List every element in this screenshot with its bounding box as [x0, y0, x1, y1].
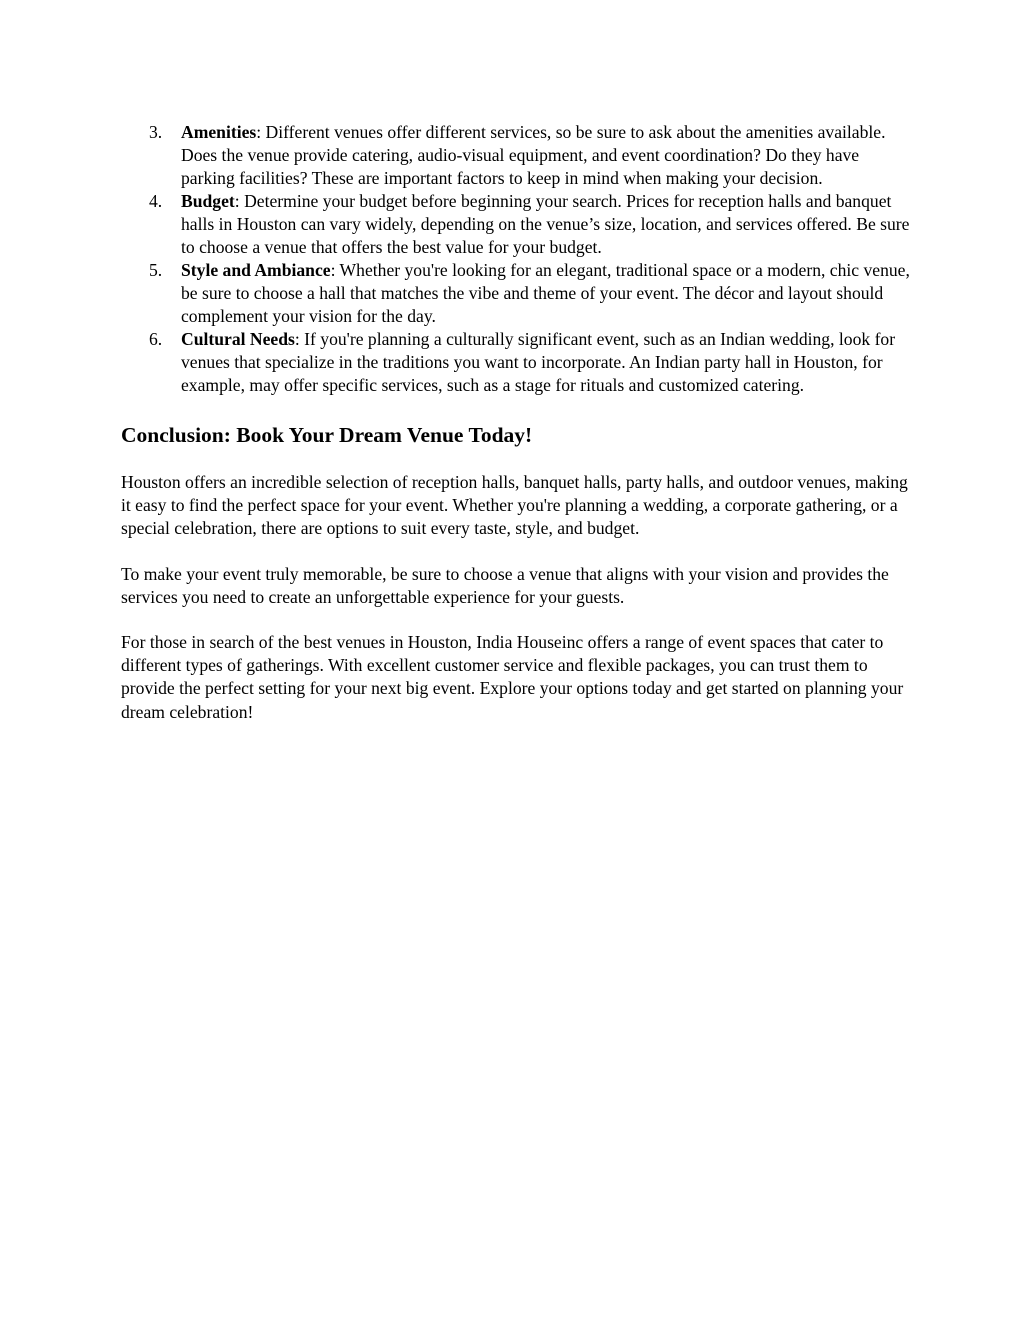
- list-item-amenities: [121, 121, 911, 190]
- venue-criteria-list: [121, 121, 911, 397]
- list-item-number: 4.: [149, 191, 163, 211]
- list-item-budget: [121, 190, 911, 259]
- list-item-text: : Different venues offer different services, so be sure to ask about the amenities available. Does the venue provide catering, audio-visual equipment, and event coordination? Do they have parking facilities? These are important factors to keep in mind when making your decision.: [181, 122, 886, 188]
- conclusion-heading: Conclusion: Book Your Dream Venue Today!: [121, 423, 533, 447]
- conclusion-paragraph-3: For those in search of the best venues in Houston, India Houseinc offers a range of event spaces that cater to different types of gatherings. With excellent customer service and flexible packages, you can trust them to provide the perfect setting for your next big event. Explore your options today and get started on planning your dream celebration!: [121, 632, 904, 722]
- list-item-term: Cultural Needs: [181, 329, 295, 349]
- list-item-cultural-needs: [121, 328, 911, 397]
- list-item-number: 3.: [149, 122, 163, 142]
- list-item-text: : Whether you're looking for an elegant, traditional space or a modern, chic venue, be sure to choose a hall that matches the vibe and theme of your event. The décor and layout should complement your vision for the day.: [181, 260, 910, 326]
- list-item-term: Budget: [181, 191, 235, 211]
- document-page: [121, 121, 911, 724]
- list-item-number: 5.: [149, 260, 163, 280]
- conclusion-paragraph-1: Houston offers an incredible selection of reception halls, banquet halls, party halls, and outdoor venues, making it easy to find the perfect space for your event. Whether you're planning a wedding, a corporate gathering, or a special celebration, there are options to suit every taste, style, and budget.: [121, 472, 908, 539]
- list-item-number: 6.: [149, 329, 163, 349]
- conclusion-paragraph-2: To make your event truly memorable, be sure to choose a venue that aligns with your vision and provides the services you need to create an unforgettable experience for your guests.: [121, 563, 889, 607]
- list-item-term: Amenities: [181, 122, 257, 142]
- list-item-term: Style and Ambiance: [181, 260, 331, 280]
- list-item-style-and-ambiance: [121, 259, 911, 328]
- list-item-text: : Determine your budget before beginning your search. Prices for reception halls and banquet halls in Houston can vary widely, depending on the venue’s size, location, and services offered. Be sure to choose a venue that offers the best value for your budget.: [181, 191, 910, 257]
- list-item-text: : If you're planning a culturally significant event, such as an Indian wedding, look for venues that specialize in the traditions you want to incorporate. An Indian party hall in Houston, for example, may offer specific services, such as a stage for rituals and customized catering.: [181, 329, 896, 395]
